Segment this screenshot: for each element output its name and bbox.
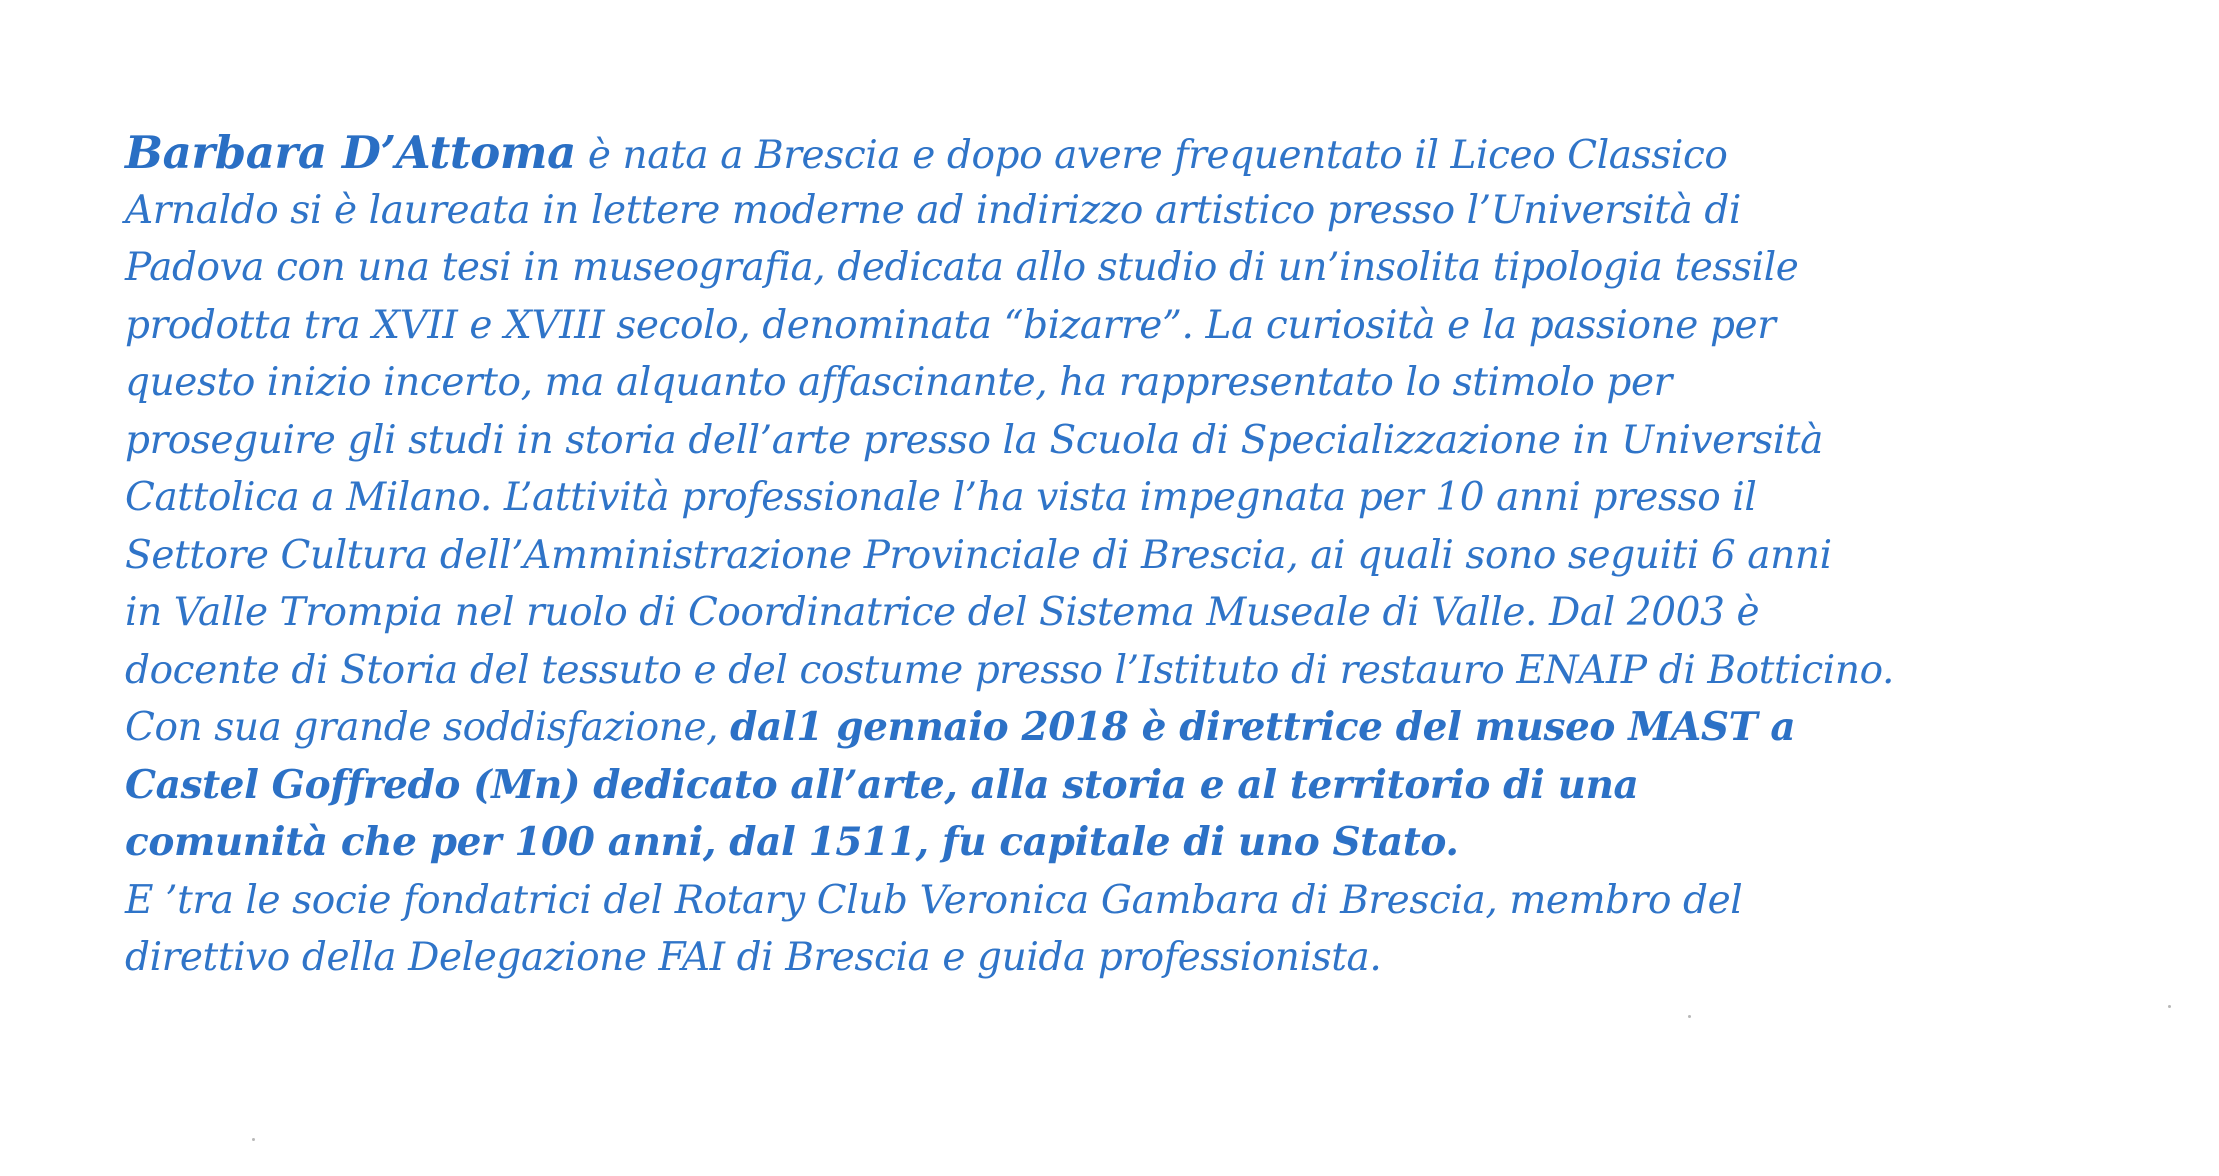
bio-line-13: comunità che per 100 anni, dal 1511, fu capitale di uno Stato. [125,819,1459,865]
bio-line-7: Cattolica a Milano. L’attività professionale l’ha vista impegnata per 10 anni presso il [125,475,1757,520]
bio-line-12: Castel Goffredo (Mn) dedicato all’arte, alla storia e al territorio di una [125,761,1639,808]
bio-line-11-plain: Con sua grande soddisfazione, [125,705,731,750]
bio-line-6: proseguire gli studi in storia dell’arte presso la Scuola di Specializzazione in Università [125,417,1823,463]
bio-line-10: docente di Storia del tessuto e del costume presso l’Istituto di restauro ENAIP di Botticino. [125,647,1894,693]
bio-line-15: direttivo della Delegazione FAI di Brescia e guida professionista. [125,935,1382,980]
bio-line-5: questo inizio incerto, ma alquanto affascinante, ha rappresentato lo stimolo per [125,360,1672,405]
bio-line-1-text: è nata a Brescia e dopo avere frequentato il Liceo Classico [575,133,1728,178]
author-name: Barbara D’Attoma [125,126,576,179]
scan-speck [1688,1015,1691,1018]
bio-line-2: Arnaldo si è laureata in lettere moderne ad indirizzo artistico presso l’Università di [125,187,1741,233]
bio-line-8: Settore Cultura dell’Amministrazione Provinciale di Brescia, ai quali sono seguiti 6 anni [125,532,1832,578]
bio-line-14: E ’tra le socie fondatrici del Rotary Club Veronica Gambara di Brescia, membro del [125,877,1743,923]
bio-line-4: prodotta tra XVII e XVIII secolo, denominata “bizarre”. La curiosità e la passione per [125,302,1776,348]
bio-line-11 [125,699,2175,757]
biography-paragraph [125,124,2175,987]
scan-speck [2168,1005,2171,1008]
bio-line-11-bold: dal1 gennaio 2018 è direttrice del museo MAST a [730,704,1796,750]
bio-line-3: Padova con una tesi in museografia, dedicata allo studio di un’insolita tipologia tessile [125,245,1799,290]
bio-line-9: in Valle Trompia nel ruolo di Coordinatrice del Sistema Museale di Valle. Dal 2003 è [125,590,1760,635]
bio-line-1 [125,124,2175,182]
scan-speck [252,1138,255,1141]
